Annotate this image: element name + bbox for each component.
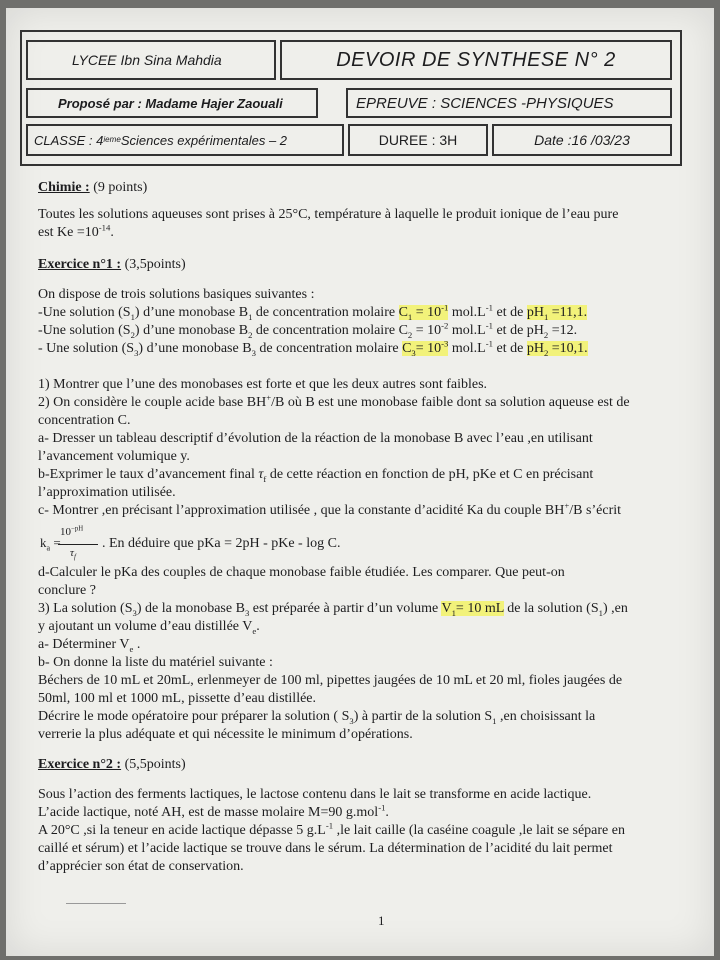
ex1-lead: On dispose de trois solutions basiques suivantes : [38,287,315,302]
question-2-line-2: concentration C. [38,413,131,428]
subject-text: EPREUVE : SCIENCES -PHYSIQUES [356,94,614,112]
question-2d-line-1: d-Calculer le pKa des couples de chaque monobase faible étudiée. Les comparer. Que peut-on [38,565,565,580]
material-line-1: Béchers de 10 mL et 20mL, erlenmeyer de 100 ml, pipettes jaugées de 10 mL et 20 ml, fioles jaugées de [38,673,623,688]
material-line-2: 50ml, 100 ml et 1000 mL, pissette d’eau distillée. [38,691,317,706]
school-name [26,40,276,80]
class-prefix: CLASSE : 4 [34,132,104,148]
question-1: 1) Montrer que l’une des monobases est forte et que les deux autres sont faibles. [38,377,488,392]
ex2-line-2: L’acide lactique, noté AH, est de masse molaire M=90 g.mol$^{-1}$. [38,802,389,820]
question-2a-line-2: l’avancement volumique y. [38,449,190,464]
solution-s1: -Une solution $(S_1)$ d’une monobase $B_1$ de concentration molaire $C_1 = 10^{-1}$ $mol.L^{-1}$ et de $pH_1 =11,1$. [38,302,588,322]
chimie-points: (9 points) [89,180,148,195]
ex1-heading: Exercice n°1 : [38,257,122,272]
proposed-by-text: Proposé par : Madame Hajer Zaouali [58,95,283,111]
exam-title [280,40,672,80]
highlight-ph2: $pH_2 =10,1$. [526,341,588,358]
proposed-by [26,88,318,118]
exam-date [492,124,672,156]
ka-lhs: $k_a$ = [40,535,61,553]
highlight-v1: $V_1= 10$ mL [441,601,504,618]
question-2a-line-1: a- Dresser un tableau descriptif d’évolution de la réaction de la monobase B avec l’eau ,en utilisant [38,431,593,446]
solution-s3: - Une solution $(S_3)$ d’une monobase $B_3$ de concentration molaire $C_3= 10^{-3}$ $mol.L^{-1}$ et de $pH_2 =10,1$. [38,338,588,358]
ex1-heading-line [38,256,186,274]
intro-line-2 [38,224,114,242]
class-label: CLASSE : 4 ieme Sciences expérimentales – 2 [26,124,344,156]
question-2b-line-1: b-Exprimer le taux d’avancement final $\tau_f$ de cette réaction en fonction de pH, pKe et C en précisant [38,467,594,484]
highlight-ph1: $pH_1 =11,1$. [526,305,588,322]
school-name-text: LYCEE Ibn Sina Mahdia [72,52,222,68]
question-2d-line-2: conclure ? [38,583,96,598]
fraction-bar [58,544,98,545]
procedure-line-2: verrerie la plus adéquate et qui nécessite le minimum d’opérations. [38,727,413,742]
chimie-heading-line [38,179,147,197]
header-frame [20,30,682,166]
exam-sheet [6,8,714,956]
duration [348,124,488,156]
intro-line-1: Toutes les solutions aqueuses sont prises à 25°C, température à laquelle le produit ionique de l’eau pure [38,207,619,222]
subject [346,88,672,118]
ex2-line-4: caillé et sérum) et l’acide lactique se trouve dans le sérum. La détermination de l’acidité du lait permet [38,841,613,856]
page-number: 1 [378,913,385,928]
ex2-line-3: A 20°C ,si la teneur en acide lactique dépasse 5 $g.L^{-1}$ ,le lait caille (la caséine coagule ,le lait se sépare en [38,820,625,838]
question-2b-line-2: l’approximation utilisée. [38,485,176,500]
ex2-points: (5,5points) [121,757,186,772]
solution-s2: -Une solution $(S_2)$ d’une monobase $B_2$ de concentration molaire $C_2 = 10^{-2}$ $mol.L^{-1}$ et de $pH_2 =12$. [38,320,578,340]
ex2-line-1: Sous l’action des ferments lactiques, le lactose contenu dans le lait se transforme en acide lactique. [38,787,592,802]
intro-ke-exp: -14 [98,222,111,233]
question-2c-line-1: c- Montrer ,en précisant l’approximation utilisée , que la constante d’acidité Ka du couple BH+/B s’écrit [38,500,622,518]
intro-ke: est Ke =10 [38,225,99,240]
chimie-heading: Chimie : [38,180,90,195]
ka-numerator: $10^{-pH}$ [60,525,84,538]
question-3a: a- Déterminer $V_e$ . [38,637,141,654]
footer-line [66,903,126,904]
duration-text: DUREE : 3H [378,132,458,148]
ka-denominator: $\tau_f$ [70,547,76,562]
question-3-line-1: 3) La solution $(S_3)$ de la monobase $B_3$ est préparée à partir d’un volume $V_1= 10$ mL de la solution $(S_1)$ ,en [38,601,628,618]
ex2-heading: Exercice n°2 : [38,757,122,772]
exam-date-text: Date :16 /03/23 [534,132,630,148]
question-2c-line-2: . En déduire que pKa = 2pH - pKe - log C. [102,536,341,551]
question-3b: b- On donne la liste du matériel suivante : [38,655,273,670]
intro-dot: . [110,225,114,240]
class-suffix: Sciences expérimentales – 2 [120,132,288,148]
procedure-line-1: Décrire le mode opératoire pour préparer la solution ( $S_3$) à partir de la solution $S_1$ ,en choisissant la [38,709,596,726]
question-3-line-2: y ajoutant un volume d’eau distillée $V_e$. [38,619,260,636]
highlight-c1: $C_1 = 10^{-1}$ [398,302,449,322]
ex2-heading-line [38,756,186,774]
ka-formula [40,526,100,566]
highlight-c3: $C_3= 10^{-3}$ [402,338,449,358]
question-2-line-1: 2) On considère le couple acide base BH+/B où B est une monobase faible dont sa solution aqueuse est de [38,392,630,410]
ex2-line-5: d’apprécier son état de conservation. [38,859,244,874]
exam-title-text: DEVOIR DE SYNTHESE N° 2 [336,48,616,71]
ex1-points: (3,5points) [121,257,186,272]
